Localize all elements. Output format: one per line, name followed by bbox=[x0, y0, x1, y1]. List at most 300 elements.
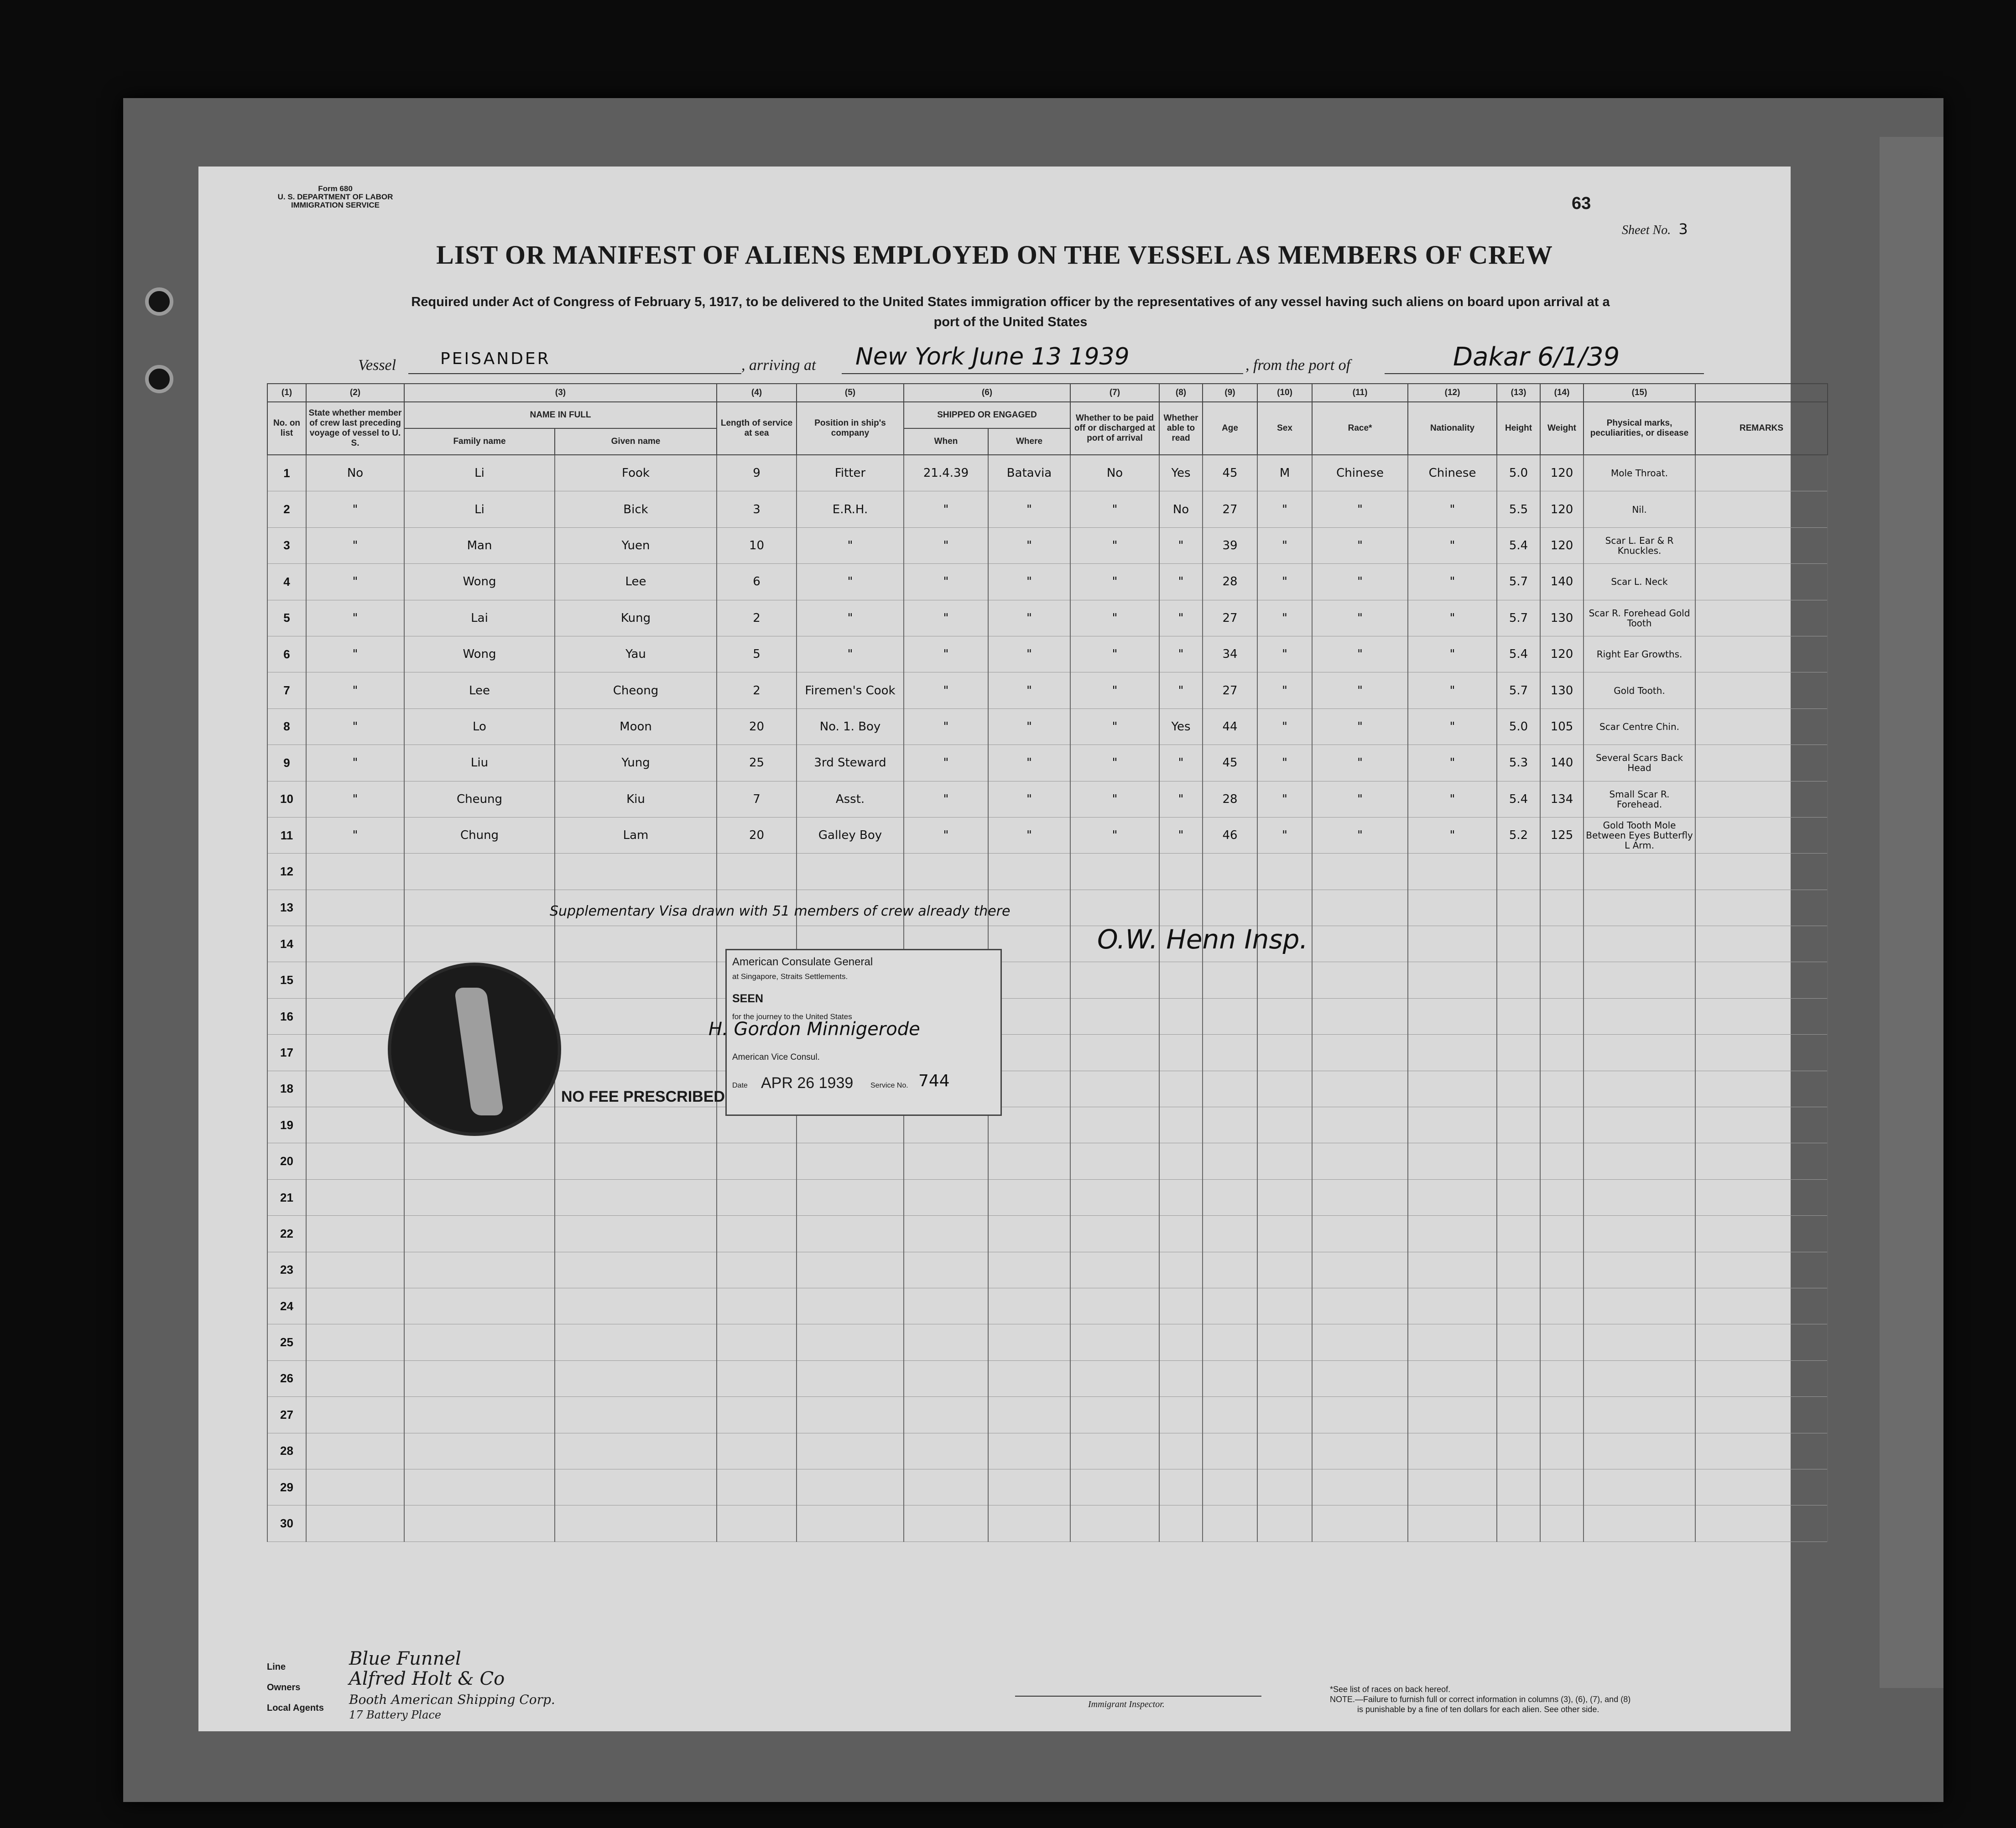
able-to-read-cell bbox=[1159, 1179, 1203, 1215]
height-cell bbox=[1497, 1035, 1540, 1071]
manifest-page bbox=[198, 167, 1791, 1731]
nationality-cell bbox=[1408, 1252, 1497, 1288]
length-of-service-cell: 2 bbox=[717, 672, 797, 708]
shipped-when-cell: " bbox=[904, 564, 988, 600]
physical-marks-cell bbox=[1584, 1324, 1695, 1360]
able-to-read-cell: Yes bbox=[1159, 708, 1203, 745]
position-cell bbox=[797, 1288, 904, 1324]
nationality-cell: " bbox=[1408, 817, 1497, 853]
service-name: IMMIGRATION SERVICE bbox=[291, 201, 380, 209]
given-name-cell bbox=[555, 1107, 717, 1143]
race-cell bbox=[1312, 1035, 1408, 1071]
member-previous-voyage-cell bbox=[306, 926, 404, 962]
physical-marks-cell: Several Scars Back Head bbox=[1584, 745, 1695, 781]
age-cell bbox=[1203, 1433, 1257, 1469]
remarks-cell bbox=[1695, 1505, 1828, 1542]
height-cell: 5.7 bbox=[1497, 600, 1540, 636]
physical-marks-cell bbox=[1584, 1179, 1695, 1215]
nationality-cell bbox=[1408, 1143, 1497, 1179]
header-paid-off: Whether to be paid off or discharged at port of arrival bbox=[1070, 402, 1159, 455]
weight-cell: 130 bbox=[1540, 672, 1584, 708]
col-num-3: (3) bbox=[404, 384, 717, 402]
length-of-service-cell: 9 bbox=[717, 455, 797, 491]
age-cell bbox=[1203, 1143, 1257, 1179]
row-number-cell: 30 bbox=[267, 1505, 306, 1542]
member-previous-voyage-cell: " bbox=[306, 745, 404, 781]
nationality-cell bbox=[1408, 926, 1497, 962]
row-number-cell: 9 bbox=[267, 745, 306, 781]
nationality-cell bbox=[1408, 998, 1497, 1034]
sex-cell bbox=[1257, 1035, 1312, 1071]
weight-cell bbox=[1540, 854, 1584, 890]
able-to-read-cell bbox=[1159, 890, 1203, 926]
member-previous-voyage-cell bbox=[306, 1179, 404, 1215]
footer-line-label: Line bbox=[267, 1662, 286, 1672]
height-cell bbox=[1497, 1179, 1540, 1215]
physical-marks-cell: Gold Tooth Mole Between Eyes Butterfly L Arm. bbox=[1584, 817, 1695, 853]
row-number-cell: 18 bbox=[267, 1071, 306, 1107]
weight-cell bbox=[1540, 890, 1584, 926]
nationality-cell: " bbox=[1408, 527, 1497, 563]
subtitle-line-2: port of the United States bbox=[933, 315, 1088, 329]
nationality-cell: " bbox=[1408, 636, 1497, 672]
paid-off-cell bbox=[1070, 1252, 1159, 1288]
position-cell: E.R.H. bbox=[797, 491, 904, 527]
age-cell bbox=[1203, 1397, 1257, 1433]
table-row bbox=[267, 1179, 1828, 1215]
position-cell: Firemen's Cook bbox=[797, 672, 904, 708]
able-to-read-cell: " bbox=[1159, 636, 1203, 672]
col-num-8: (8) bbox=[1159, 384, 1203, 402]
height-cell: 5.0 bbox=[1497, 455, 1540, 491]
paid-off-cell bbox=[1070, 962, 1159, 998]
paid-off-cell: " bbox=[1070, 781, 1159, 817]
physical-marks-cell: Small Scar R. Forehead. bbox=[1584, 781, 1695, 817]
height-cell bbox=[1497, 1505, 1540, 1542]
height-cell bbox=[1497, 962, 1540, 998]
remarks-cell bbox=[1695, 527, 1828, 563]
paid-off-cell bbox=[1070, 998, 1159, 1034]
wax-seal bbox=[388, 963, 561, 1136]
family-name-cell: Chung bbox=[404, 817, 555, 853]
col-num-10: (10) bbox=[1257, 384, 1312, 402]
member-previous-voyage-cell: " bbox=[306, 817, 404, 853]
member-previous-voyage-cell bbox=[306, 854, 404, 890]
header-able-to-read: Whether able to read bbox=[1159, 402, 1203, 455]
remarks-cell bbox=[1695, 1071, 1828, 1107]
member-previous-voyage-cell bbox=[306, 1324, 404, 1360]
remarks-cell bbox=[1695, 854, 1828, 890]
member-previous-voyage-cell bbox=[306, 1397, 404, 1433]
length-of-service-cell bbox=[717, 1288, 797, 1324]
position-cell bbox=[797, 1433, 904, 1469]
paid-off-cell bbox=[1070, 1035, 1159, 1071]
sex-cell bbox=[1257, 854, 1312, 890]
position-cell bbox=[797, 1216, 904, 1252]
weight-cell bbox=[1540, 1469, 1584, 1505]
col-num-9: (9) bbox=[1203, 384, 1257, 402]
physical-marks-cell: Gold Tooth. bbox=[1584, 672, 1695, 708]
row-number-cell: 11 bbox=[267, 817, 306, 853]
physical-marks-cell: Right Ear Growths. bbox=[1584, 636, 1695, 672]
shipped-where-cell: " bbox=[988, 672, 1070, 708]
race-cell bbox=[1312, 1397, 1408, 1433]
weight-cell: 120 bbox=[1540, 636, 1584, 672]
age-cell bbox=[1203, 1469, 1257, 1505]
physical-marks-cell: Scar L. Ear & R Knuckles. bbox=[1584, 527, 1695, 563]
shipped-where-cell bbox=[988, 1397, 1070, 1433]
position-cell bbox=[797, 1252, 904, 1288]
given-name-cell: Kiu bbox=[555, 781, 717, 817]
shipped-when-cell: " bbox=[904, 600, 988, 636]
remarks-cell bbox=[1695, 1360, 1828, 1396]
paid-off-cell: " bbox=[1070, 636, 1159, 672]
table-row bbox=[267, 455, 1828, 491]
col-num-4: (4) bbox=[717, 384, 797, 402]
able-to-read-cell bbox=[1159, 962, 1203, 998]
able-to-read-cell: " bbox=[1159, 564, 1203, 600]
shipped-where-cell bbox=[988, 854, 1070, 890]
sex-cell bbox=[1257, 1324, 1312, 1360]
family-name-cell bbox=[404, 1397, 555, 1433]
height-cell: 5.4 bbox=[1497, 781, 1540, 817]
row-number-cell: 12 bbox=[267, 854, 306, 890]
shipped-where-cell: " bbox=[988, 600, 1070, 636]
header-state-member: State whether member of crew last preceding voyage of vessel to U. S. bbox=[306, 402, 404, 455]
remarks-cell bbox=[1695, 890, 1828, 926]
shipped-when-cell bbox=[904, 1360, 988, 1396]
row-number-cell: 27 bbox=[267, 1397, 306, 1433]
nationality-cell: " bbox=[1408, 672, 1497, 708]
shipped-when-cell bbox=[904, 1252, 988, 1288]
sex-cell bbox=[1257, 1143, 1312, 1179]
family-name-cell bbox=[404, 1216, 555, 1252]
shipped-where-cell: " bbox=[988, 491, 1070, 527]
weight-cell: 134 bbox=[1540, 781, 1584, 817]
age-cell bbox=[1203, 1505, 1257, 1542]
race-cell bbox=[1312, 926, 1408, 962]
shipped-where-cell bbox=[988, 1179, 1070, 1215]
sex-cell bbox=[1257, 1505, 1312, 1542]
remarks-cell bbox=[1695, 1324, 1828, 1360]
height-cell: 5.2 bbox=[1497, 817, 1540, 853]
able-to-read-cell bbox=[1159, 1288, 1203, 1324]
physical-marks-cell bbox=[1584, 854, 1695, 890]
shipped-when-cell bbox=[904, 1433, 988, 1469]
family-name-cell: Lai bbox=[404, 600, 555, 636]
weight-cell bbox=[1540, 1143, 1584, 1179]
nationality-cell bbox=[1408, 962, 1497, 998]
nationality-cell bbox=[1408, 1288, 1497, 1324]
sex-cell bbox=[1257, 1216, 1312, 1252]
member-previous-voyage-cell bbox=[306, 962, 404, 998]
race-cell bbox=[1312, 1433, 1408, 1469]
weight-cell: 120 bbox=[1540, 455, 1584, 491]
sex-cell bbox=[1257, 1107, 1312, 1143]
shipped-when-cell: " bbox=[904, 817, 988, 853]
height-cell: 5.4 bbox=[1497, 527, 1540, 563]
table-row bbox=[267, 1433, 1828, 1469]
given-name-cell bbox=[555, 1469, 717, 1505]
race-cell: " bbox=[1312, 672, 1408, 708]
backing-edge bbox=[1880, 137, 1943, 1688]
shipped-when-cell: 21.4.39 bbox=[904, 455, 988, 491]
header-physical-marks: Physical marks, peculiarities, or disease bbox=[1584, 402, 1695, 455]
nationality-cell bbox=[1408, 1179, 1497, 1215]
header-name-in-full: NAME IN FULL bbox=[404, 402, 717, 428]
table-row bbox=[267, 890, 1828, 926]
header-position: Position in ship's company bbox=[797, 402, 904, 455]
nationality-cell bbox=[1408, 1216, 1497, 1252]
paid-off-cell bbox=[1070, 1143, 1159, 1179]
family-name-cell bbox=[404, 1324, 555, 1360]
able-to-read-cell bbox=[1159, 1071, 1203, 1107]
able-to-read-cell: " bbox=[1159, 781, 1203, 817]
header-shipped-engaged: SHIPPED OR ENGAGED bbox=[904, 402, 1070, 428]
table-row bbox=[267, 564, 1828, 600]
row-number-cell: 10 bbox=[267, 781, 306, 817]
able-to-read-cell bbox=[1159, 1252, 1203, 1288]
col-num-14: (14) bbox=[1540, 384, 1584, 402]
position-cell: " bbox=[797, 564, 904, 600]
age-cell: 27 bbox=[1203, 600, 1257, 636]
member-previous-voyage-cell bbox=[306, 1505, 404, 1542]
given-name-cell bbox=[555, 962, 717, 998]
length-of-service-cell bbox=[717, 1179, 797, 1215]
able-to-read-cell: " bbox=[1159, 817, 1203, 853]
footer-note-2: NOTE.—Failure to furnish full or correct information in columns (3), (6), (7), and (8) bbox=[1330, 1695, 1631, 1704]
sex-cell: " bbox=[1257, 636, 1312, 672]
weight-cell: 120 bbox=[1540, 527, 1584, 563]
row-number-cell: 16 bbox=[267, 998, 306, 1034]
height-cell bbox=[1497, 1252, 1540, 1288]
from-value: Dakar 6/1/39 bbox=[1453, 342, 1620, 372]
header-weight: Weight bbox=[1540, 402, 1584, 455]
remarks-cell bbox=[1695, 708, 1828, 745]
row-number-cell: 29 bbox=[267, 1469, 306, 1505]
given-name-cell: Yuen bbox=[555, 527, 717, 563]
paid-off-cell: " bbox=[1070, 491, 1159, 527]
given-name-cell bbox=[555, 1179, 717, 1215]
shipped-when-cell: " bbox=[904, 636, 988, 672]
nationality-cell bbox=[1408, 1505, 1497, 1542]
family-name-cell: Li bbox=[404, 455, 555, 491]
race-cell: Chinese bbox=[1312, 455, 1408, 491]
paid-off-cell: " bbox=[1070, 817, 1159, 853]
weight-cell bbox=[1540, 1397, 1584, 1433]
physical-marks-cell: Scar Centre Chin. bbox=[1584, 708, 1695, 745]
weight-cell bbox=[1540, 1505, 1584, 1542]
family-name-cell bbox=[404, 1179, 555, 1215]
header-nationality: Nationality bbox=[1408, 402, 1497, 455]
weight-cell: 105 bbox=[1540, 708, 1584, 745]
table-row bbox=[267, 926, 1828, 962]
length-of-service-cell bbox=[717, 1324, 797, 1360]
shipped-where-cell bbox=[988, 1143, 1070, 1179]
weight-cell: 120 bbox=[1540, 491, 1584, 527]
given-name-cell: Yung bbox=[555, 745, 717, 781]
table-row bbox=[267, 854, 1828, 890]
remarks-cell bbox=[1695, 745, 1828, 781]
shipped-where-cell bbox=[988, 1360, 1070, 1396]
sex-cell: " bbox=[1257, 708, 1312, 745]
shipped-where-cell bbox=[988, 1469, 1070, 1505]
height-cell: 5.5 bbox=[1497, 491, 1540, 527]
shipped-when-cell bbox=[904, 1143, 988, 1179]
form-identifier bbox=[262, 185, 408, 209]
paid-off-cell bbox=[1070, 1107, 1159, 1143]
sex-cell bbox=[1257, 890, 1312, 926]
given-name-cell bbox=[555, 1288, 717, 1324]
weight-cell: 130 bbox=[1540, 600, 1584, 636]
row-number-cell: 22 bbox=[267, 1216, 306, 1252]
physical-marks-cell bbox=[1584, 1397, 1695, 1433]
length-of-service-cell: 25 bbox=[717, 745, 797, 781]
nationality-cell bbox=[1408, 1071, 1497, 1107]
given-name-cell: Bick bbox=[555, 491, 717, 527]
weight-cell bbox=[1540, 1360, 1584, 1396]
shipped-when-cell bbox=[904, 1505, 988, 1542]
physical-marks-cell bbox=[1584, 1469, 1695, 1505]
able-to-read-cell bbox=[1159, 1216, 1203, 1252]
race-cell bbox=[1312, 1071, 1408, 1107]
given-name-cell bbox=[555, 1505, 717, 1542]
stamp-line-4: for the journey to the United States bbox=[732, 1012, 852, 1021]
able-to-read-cell bbox=[1159, 998, 1203, 1034]
height-cell: 5.0 bbox=[1497, 708, 1540, 745]
table-row bbox=[267, 1143, 1828, 1179]
physical-marks-cell: Mole Throat. bbox=[1584, 455, 1695, 491]
physical-marks-cell bbox=[1584, 1252, 1695, 1288]
subtitle-line-1: Required under Act of Congress of February 5, 1917, to be delivered to the United States immigration officer by the representatives of any vessel having such aliens on board upon arrival at a bbox=[411, 295, 1610, 309]
height-cell: 5.7 bbox=[1497, 672, 1540, 708]
row-number-cell: 4 bbox=[267, 564, 306, 600]
row-number-cell: 8 bbox=[267, 708, 306, 745]
family-name-cell bbox=[404, 1433, 555, 1469]
department-name: U. S. DEPARTMENT OF LABOR bbox=[277, 193, 393, 201]
physical-marks-cell bbox=[1584, 890, 1695, 926]
given-name-cell bbox=[555, 1143, 717, 1179]
shipped-where-cell bbox=[988, 1505, 1070, 1542]
table-row bbox=[267, 745, 1828, 781]
nationality-cell bbox=[1408, 1397, 1497, 1433]
able-to-read-cell bbox=[1159, 1433, 1203, 1469]
paid-off-cell bbox=[1070, 854, 1159, 890]
height-cell bbox=[1497, 1469, 1540, 1505]
length-of-service-cell bbox=[717, 1469, 797, 1505]
remarks-cell bbox=[1695, 817, 1828, 853]
header-no-on-list: No. on list bbox=[267, 402, 306, 455]
remarks-cell bbox=[1695, 1143, 1828, 1179]
paid-off-cell bbox=[1070, 1505, 1159, 1542]
given-name-cell: Kung bbox=[555, 600, 717, 636]
given-name-cell: Fook bbox=[555, 455, 717, 491]
vessel-underline bbox=[408, 373, 741, 374]
age-cell: 39 bbox=[1203, 527, 1257, 563]
table-row bbox=[267, 1216, 1828, 1252]
shipped-where-cell: Batavia bbox=[988, 455, 1070, 491]
race-cell: " bbox=[1312, 781, 1408, 817]
stamp-service-value: 744 bbox=[918, 1072, 950, 1090]
race-cell bbox=[1312, 890, 1408, 926]
position-cell: No. 1. Boy bbox=[797, 708, 904, 745]
sheet-number bbox=[1622, 220, 1688, 238]
family-name-cell bbox=[404, 1252, 555, 1288]
shipped-where-cell: " bbox=[988, 636, 1070, 672]
remarks-cell bbox=[1695, 672, 1828, 708]
family-name-cell bbox=[404, 1505, 555, 1542]
weight-cell bbox=[1540, 1252, 1584, 1288]
paid-off-cell: " bbox=[1070, 600, 1159, 636]
sex-cell bbox=[1257, 1397, 1312, 1433]
height-cell bbox=[1497, 890, 1540, 926]
stamp-date-label: Date bbox=[732, 1082, 748, 1089]
remarks-cell bbox=[1695, 1433, 1828, 1469]
able-to-read-cell bbox=[1159, 1324, 1203, 1360]
sheet-label: Sheet No. bbox=[1622, 223, 1671, 237]
race-cell bbox=[1312, 1324, 1408, 1360]
length-of-service-cell bbox=[717, 1505, 797, 1542]
paid-off-cell: " bbox=[1070, 527, 1159, 563]
sex-cell bbox=[1257, 1433, 1312, 1469]
family-name-cell: Lo bbox=[404, 708, 555, 745]
able-to-read-cell bbox=[1159, 1107, 1203, 1143]
supplementary-visa-note: Supplementary Visa drawn with 51 members of crew already there bbox=[550, 903, 1011, 919]
sex-cell: " bbox=[1257, 491, 1312, 527]
member-previous-voyage-cell: " bbox=[306, 600, 404, 636]
member-previous-voyage-cell bbox=[306, 1216, 404, 1252]
nationality-cell bbox=[1408, 854, 1497, 890]
given-name-cell bbox=[555, 854, 717, 890]
race-cell bbox=[1312, 1469, 1408, 1505]
race-cell bbox=[1312, 1179, 1408, 1215]
shipped-where-cell bbox=[988, 1216, 1070, 1252]
nationality-cell bbox=[1408, 1107, 1497, 1143]
sex-cell bbox=[1257, 1288, 1312, 1324]
given-name-cell: Moon bbox=[555, 708, 717, 745]
weight-cell bbox=[1540, 1433, 1584, 1469]
row-number-cell: 1 bbox=[267, 455, 306, 491]
height-cell bbox=[1497, 998, 1540, 1034]
document-subtitle bbox=[267, 292, 1754, 332]
able-to-read-cell: " bbox=[1159, 527, 1203, 563]
age-cell: 45 bbox=[1203, 455, 1257, 491]
remarks-cell bbox=[1695, 636, 1828, 672]
height-cell bbox=[1497, 926, 1540, 962]
race-cell bbox=[1312, 1216, 1408, 1252]
member-previous-voyage-cell bbox=[306, 1469, 404, 1505]
remarks-cell bbox=[1695, 998, 1828, 1034]
member-previous-voyage-cell: No bbox=[306, 455, 404, 491]
shipped-when-cell: " bbox=[904, 745, 988, 781]
sex-cell bbox=[1257, 1469, 1312, 1505]
member-previous-voyage-cell: " bbox=[306, 564, 404, 600]
shipped-where-cell: " bbox=[988, 781, 1070, 817]
paid-off-cell bbox=[1070, 1433, 1159, 1469]
document-title: LIST OR MANIFEST OF ALIENS EMPLOYED ON THE VESSEL AS MEMBERS OF CREW bbox=[436, 240, 1553, 270]
age-cell bbox=[1203, 962, 1257, 998]
race-cell: " bbox=[1312, 817, 1408, 853]
table-row bbox=[267, 1360, 1828, 1396]
position-cell bbox=[797, 854, 904, 890]
race-cell bbox=[1312, 998, 1408, 1034]
given-name-cell bbox=[555, 998, 717, 1034]
race-cell: " bbox=[1312, 527, 1408, 563]
physical-marks-cell bbox=[1584, 1216, 1695, 1252]
remarks-cell bbox=[1695, 1107, 1828, 1143]
physical-marks-cell bbox=[1584, 1071, 1695, 1107]
header-when: When bbox=[904, 428, 988, 455]
